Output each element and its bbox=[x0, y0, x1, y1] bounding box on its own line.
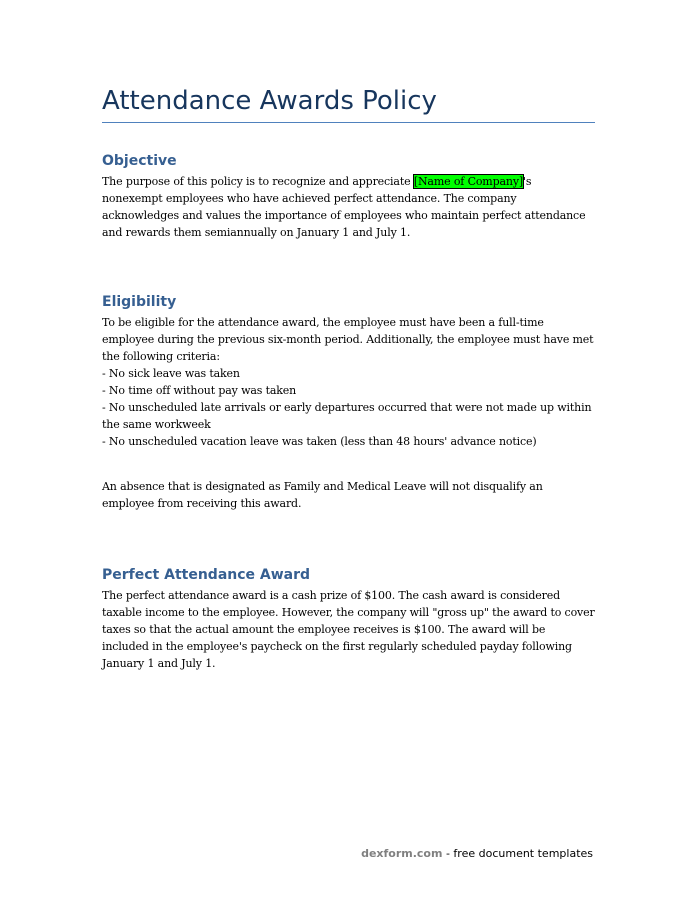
eligibility-heading: Eligibility bbox=[102, 294, 177, 310]
footer bbox=[300, 846, 593, 862]
criteria-item: - No unscheduled late arrivals or early departures occurred that were not made up within the same workweek bbox=[102, 401, 592, 431]
award-section bbox=[102, 565, 595, 672]
objective-text-before: The purpose of this policy is to recognize and appreciate bbox=[102, 175, 414, 188]
document-title: Attendance Awards Policy bbox=[102, 86, 437, 116]
criteria-item: - No sick leave was taken bbox=[102, 367, 240, 380]
award-paragraph: The perfect attendance award is a cash prize of $100. The cash award is considered taxable income to the employee. However, the company will "gross up" the award to cover taxes so that the actual amount the employee receives is $100. The award will be included in the employee's paycheck on the first regularly scheduled payday following January 1 and July 1. bbox=[102, 589, 595, 670]
footer-brand-link[interactable]: dexform.com bbox=[361, 847, 443, 860]
fmla-note: An absence that is designated as Family and Medical Leave will not disqualify an employee from receiving this award. bbox=[102, 480, 543, 510]
objective-text-after: 's nonexempt employees who have achieved perfect attendance. The company acknowledges and values the importance of employees who maintain perfect attendance and rewards them semiannually on January 1 and July 1. bbox=[102, 175, 586, 239]
objective-heading: Objective bbox=[102, 153, 177, 169]
eligibility-criteria-list bbox=[102, 365, 595, 450]
fmla-note-section bbox=[102, 478, 595, 512]
objective-paragraph bbox=[102, 173, 595, 241]
criteria-item: - No unscheduled vacation leave was taken (less than 48 hours' advance notice) bbox=[102, 435, 537, 448]
company-name-placeholder[interactable]: [Name of Company] bbox=[413, 175, 524, 188]
title-underline bbox=[102, 122, 595, 123]
footer-tagline: - free document templates bbox=[442, 847, 593, 860]
objective-section bbox=[102, 151, 595, 241]
award-heading: Perfect Attendance Award bbox=[102, 567, 311, 583]
eligibility-section bbox=[102, 292, 595, 450]
eligibility-intro: To be eligible for the attendance award, the employee must have been a full-time employee during the previous six-month period. Additionally, the employee must have met the following criteria: bbox=[102, 316, 594, 363]
criteria-item: - No time off without pay was taken bbox=[102, 384, 297, 397]
